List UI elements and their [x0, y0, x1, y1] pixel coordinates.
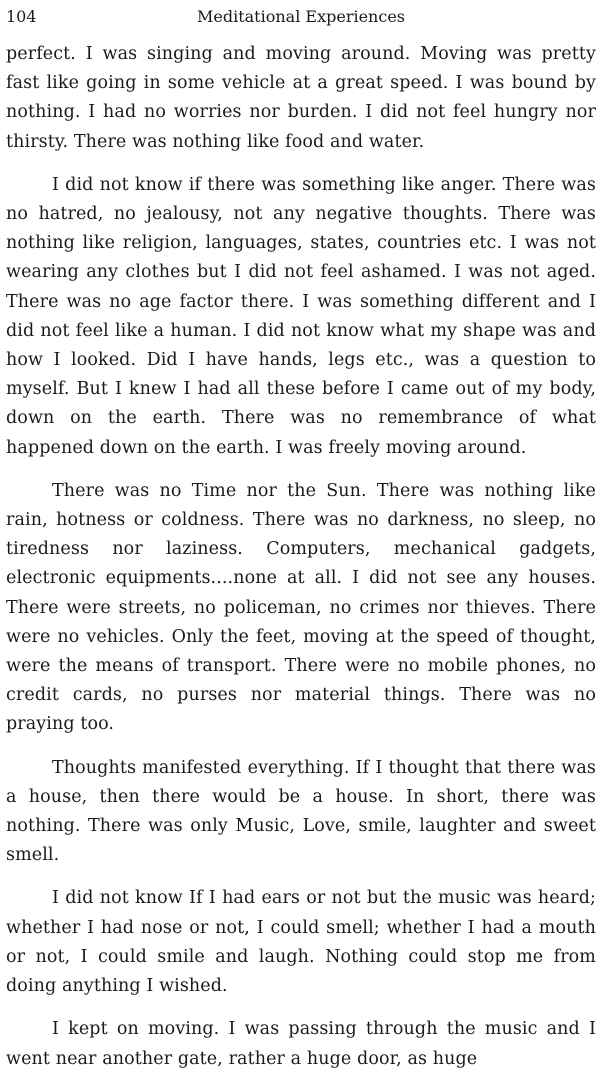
- running-title: Meditational Experiences: [197, 7, 405, 26]
- paragraph-3: There was no Time nor the Sun. There was nothing like rain, hotness or coldness. There was no darkness, no sleep, no tiredness nor laziness. Computers, mechanical gadgets, electronic equipments....none at all. I did not see any houses. There were streets, no policeman, no crimes nor thieves. There were no vehicles. Only the feet, moving at the speed of thought, were the means of transport. There were no mobile phones, no credit cards, no purses nor material things. There was no praying too.: [6, 480, 596, 735]
- body-text: [6, 40, 596, 1074]
- page-number: 104: [6, 7, 37, 26]
- paragraph-2: I did not know if there was something like anger. There was no hatred, no jealousy, not any negative thoughts. There was nothing like religion, languages, states, countries etc. I was not wearing any clothes but I did not feel ashamed. I was not aged. There was no age factor there. I was something different and I did not feel like a human. I did not know what my shape was and how I looked. Did I have hands, legs etc., was a question to myself. But I knew I had all these before I came out of my body, down on the earth. There was no remembrance of what happened down on the earth. I was freely moving around.: [6, 174, 596, 458]
- paragraph-4: Thoughts manifested everything. If I thought that there was a house, then there would be a house. In short, there was nothing. There was only Music, Love, smile, laughter and sweet smell.: [6, 757, 596, 866]
- paragraph-5: I did not know If I had ears or not but the music was heard; whether I had nose or not, I could smell; whether I had a mouth or not, I could smile and laugh. Nothing could stop me from doing anything I wished.: [6, 888, 596, 997]
- paragraph-1: perfect. I was singing and moving around. Moving was pretty fast like going in some vehicle at a great speed. I was bound by nothing. I had no worries nor burden. I did not feel hungry nor thirsty. There was nothing like food and water.: [6, 44, 596, 152]
- paragraph-6: I kept on moving. I was passing through the music and I went near another gate, rather a huge door, as huge: [6, 1019, 596, 1069]
- running-head: [6, 0, 596, 40]
